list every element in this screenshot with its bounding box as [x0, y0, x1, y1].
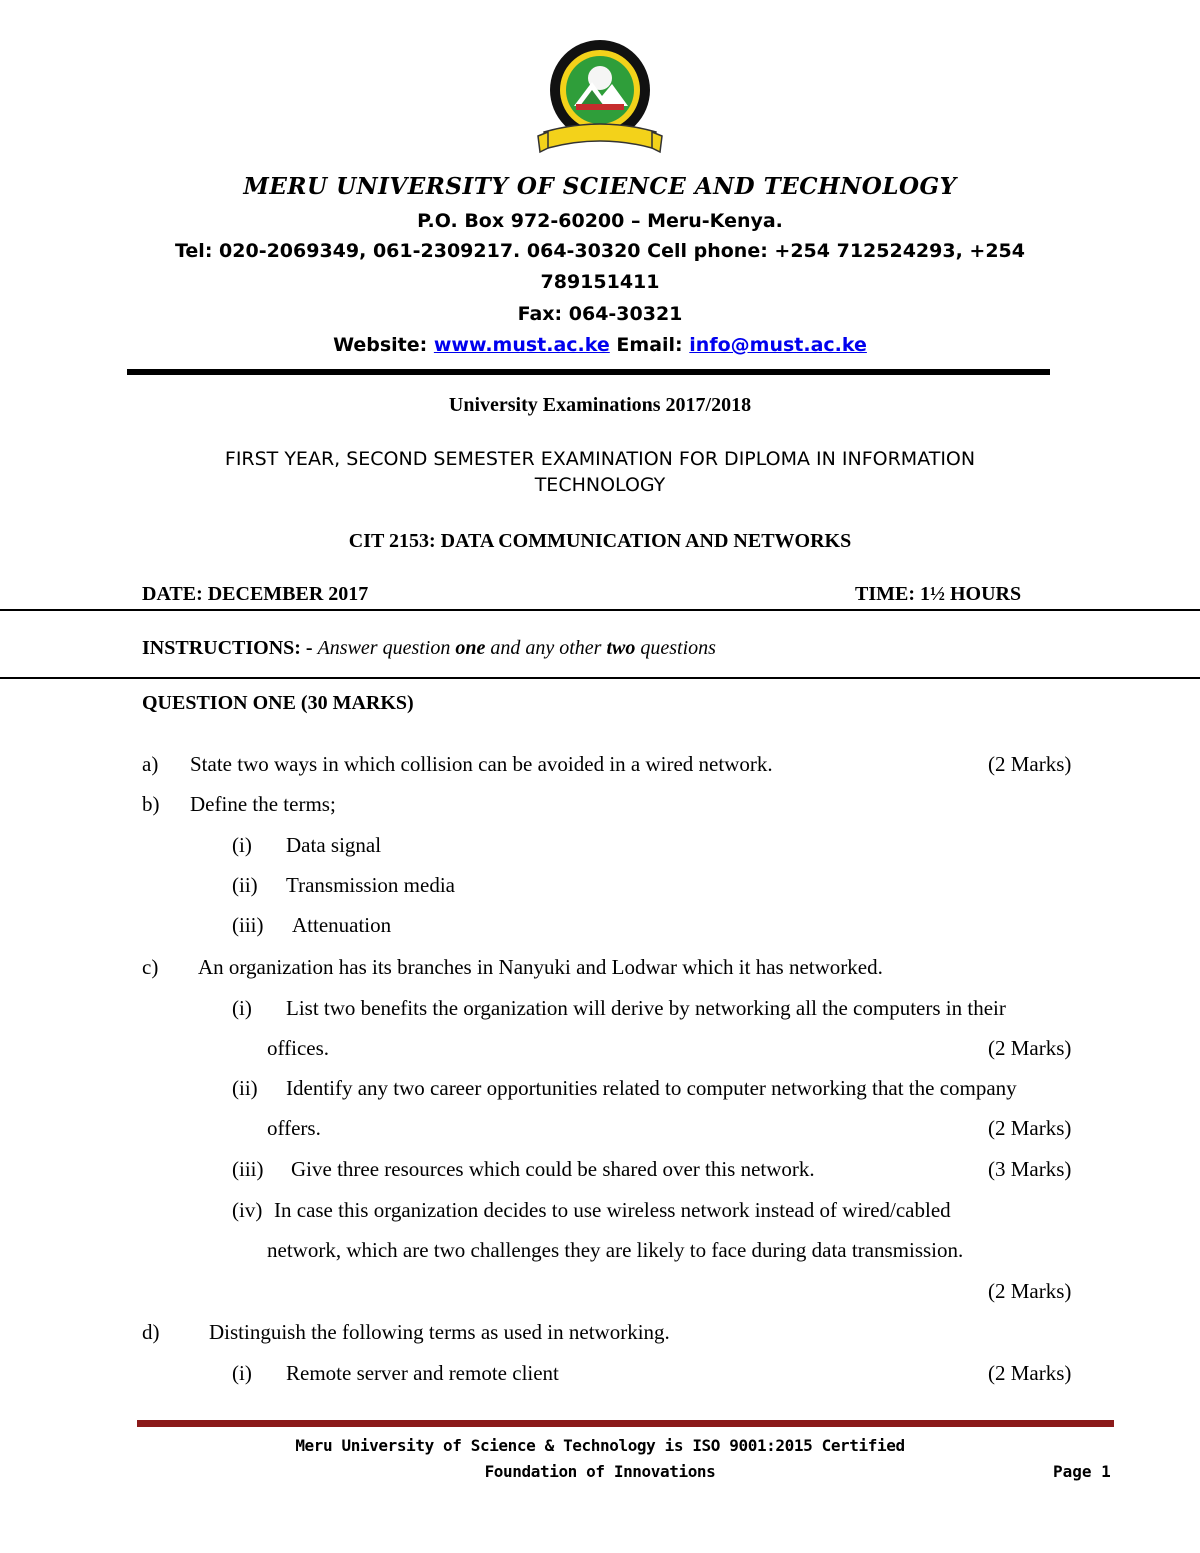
instructions	[142, 637, 716, 660]
question-b-i-num: (i)	[232, 833, 252, 857]
question-c-i-marks: (2 Marks)	[988, 1036, 1072, 1060]
exam-title-line-2: TECHNOLOGY	[534, 474, 666, 496]
footer-divider	[137, 1420, 1114, 1427]
instructions-one: one	[455, 637, 486, 659]
question-c-iii-num: (iii)	[232, 1157, 264, 1181]
question-c-ii-num: (ii)	[232, 1076, 258, 1100]
question-a-label: a)	[142, 752, 159, 776]
postal-address: P.O. Box 972-60200 – Meru-Kenya.	[417, 210, 783, 232]
footer-motto: Foundation of Innovations	[484, 1462, 716, 1481]
email-label: Email:	[616, 334, 683, 356]
instructions-text-3: questions	[640, 637, 716, 659]
question-a-text: State two ways in which collision can be avoided in a wired network.	[190, 752, 773, 776]
question-d-i-text: Remote server and remote client	[286, 1361, 559, 1385]
question-d-i-num: (i)	[232, 1361, 252, 1385]
question-c-ii-marks: (2 Marks)	[988, 1116, 1072, 1140]
instructions-label: INSTRUCTIONS: -	[142, 637, 313, 659]
question-b-text: Define the terms;	[190, 792, 336, 816]
question-b-ii-num: (ii)	[232, 873, 258, 897]
question-c-text: An organization has its branches in Nanyuki and Lodwar which it has networked.	[198, 955, 883, 979]
fax-number: Fax: 064-30321	[517, 303, 683, 325]
question-d-text: Distinguish the following terms as used in networking.	[209, 1320, 670, 1344]
question-a-marks: (2 Marks)	[988, 752, 1072, 776]
exam-date: DATE: DECEMBER 2017	[142, 583, 369, 605]
question-one-heading: QUESTION ONE (30 MARKS)	[142, 692, 414, 714]
question-b-ii-text: Transmission media	[286, 873, 455, 897]
instructions-two: two	[606, 637, 636, 659]
question-c-iv-num: (iv)	[232, 1198, 263, 1222]
question-b-iii-num: (iii)	[232, 913, 264, 937]
instructions-text-2: and any other	[490, 637, 602, 659]
website-label: Website:	[333, 334, 428, 356]
question-c-i-line-1: List two benefits the organization will derive by networking all the computers in their	[286, 996, 1006, 1020]
exam-session: University Examinations 2017/2018	[448, 394, 752, 416]
question-b-iii-text: Attenuation	[292, 913, 392, 937]
university-name: MERU UNIVERSITY OF SCIENCE AND TECHNOLOGY	[243, 173, 957, 200]
question-b-i-text: Data signal	[286, 833, 382, 857]
telephone-line-2: 789151411	[540, 271, 660, 293]
question-c-label: c)	[142, 955, 159, 979]
question-c-iii-marks: (3 Marks)	[988, 1157, 1072, 1181]
header-divider	[127, 369, 1050, 375]
footer-certification: Meru University of Science & Technology is ISO 9001:2015 Certified	[295, 1436, 905, 1455]
instructions-text-1: Answer question	[317, 637, 451, 659]
exam-title-line-1: FIRST YEAR, SECOND SEMESTER EXAMINATION FOR DIPLOMA IN INFORMATION	[224, 448, 976, 470]
date-divider	[0, 609, 1200, 611]
question-c-ii-line-1: Identify any two career opportunities related to computer networking that the company	[286, 1076, 1017, 1100]
course-title: CIT 2153: DATA COMMUNICATION AND NETWORKS	[348, 530, 852, 552]
question-c-iv-line-1: In case this organization decides to use wireless network instead of wired/cabled	[274, 1198, 951, 1222]
question-c-i-num: (i)	[232, 996, 252, 1020]
university-logo	[536, 40, 664, 162]
contact-links	[0, 334, 1200, 356]
exam-duration: TIME: 1½ HOURS	[855, 583, 1022, 605]
university-crest-icon	[536, 40, 664, 162]
question-c-i-line-2: offices.	[267, 1036, 330, 1060]
question-d-i-marks: (2 Marks)	[988, 1361, 1072, 1385]
email-link[interactable]: info@must.ac.ke	[689, 334, 867, 356]
instructions-divider	[0, 677, 1200, 679]
telephone-line-1: Tel: 020-2069349, 061-2309217. 064-30320 Cell phone: +254 712524293, +254	[174, 240, 1026, 262]
page-number: Page 1	[1053, 1462, 1111, 1481]
question-c-iv-line-2: network, which are two challenges they are likely to face during data transmission.	[267, 1238, 964, 1262]
question-b-label: b)	[142, 792, 160, 816]
question-d-label: d)	[142, 1320, 160, 1344]
question-c-iv-marks: (2 Marks)	[988, 1279, 1072, 1303]
question-c-ii-line-2: offers.	[267, 1116, 321, 1140]
question-c-iii-text: Give three resources which could be shared over this network.	[291, 1157, 815, 1181]
website-link[interactable]: www.must.ac.ke	[433, 334, 610, 356]
